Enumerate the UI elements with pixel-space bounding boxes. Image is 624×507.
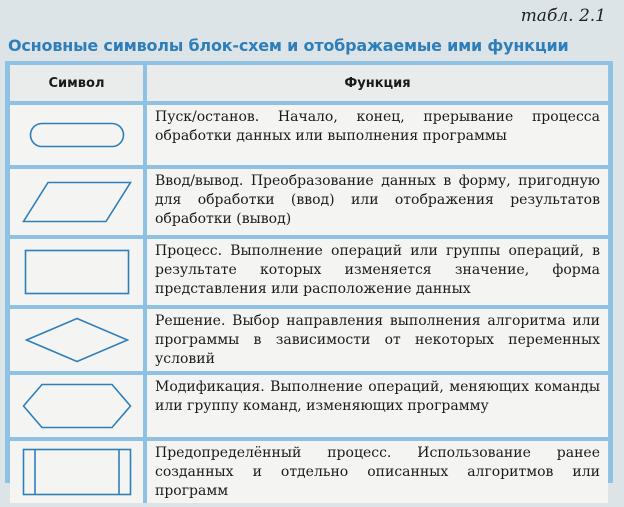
table-row	[10, 239, 608, 305]
function-description: Процесс. Выполнение операций или группы операций, в результате которых изменяется значение, форма представления или расположение данных	[155, 243, 600, 297]
function-description: Пуск/останов. Начало, конец, прерывание процесса обработки данных или выполнения программы	[155, 109, 600, 144]
diamond-icon	[25, 317, 129, 363]
table-header-row	[10, 65, 608, 101]
function-cell	[147, 375, 608, 437]
flowchart-symbols-table	[5, 61, 613, 499]
table-row	[10, 441, 608, 503]
function-description: Ввод/вывод. Преобразование данных в форму, пригодную для обработки (ввод) или отображения результатов обработки (вывод)	[155, 173, 600, 227]
function-description: Модификация. Выполнение операций, меняющих команды или группу команд, изменяющих программу	[155, 379, 600, 414]
function-cell	[147, 441, 608, 503]
table-row	[10, 169, 608, 235]
table-caption: Основные символы блок-схем и отображаемые ими функции	[8, 36, 569, 55]
header-symbol: Символ	[10, 65, 147, 101]
symbol-cell	[10, 169, 147, 235]
header-function: Функция	[147, 65, 608, 101]
function-cell	[147, 169, 608, 235]
symbol-cell	[10, 441, 147, 503]
terminator-icon	[29, 122, 125, 148]
table-number-label: табл. 2.1	[520, 6, 606, 26]
rectangle-icon	[24, 249, 130, 295]
symbol-cell	[10, 105, 147, 165]
symbol-cell	[10, 375, 147, 437]
symbol-cell	[10, 239, 147, 305]
table-row	[10, 105, 608, 165]
function-cell	[147, 309, 608, 371]
predefined-process-icon	[22, 448, 132, 496]
table-row	[10, 309, 608, 371]
function-cell	[147, 239, 608, 305]
hexagon-icon	[22, 383, 132, 429]
table-row	[10, 375, 608, 437]
function-cell	[147, 105, 608, 165]
function-description: Решение. Выбор направления выполнения алгоритма или программы в зависимости от некоторых переменных условий	[155, 313, 600, 367]
symbol-cell	[10, 309, 147, 371]
parallelogram-icon	[22, 181, 132, 223]
function-description: Предопределённый процесс. Использование ранее созданных и отдельно описанных алгоритмов или программ	[155, 445, 600, 499]
